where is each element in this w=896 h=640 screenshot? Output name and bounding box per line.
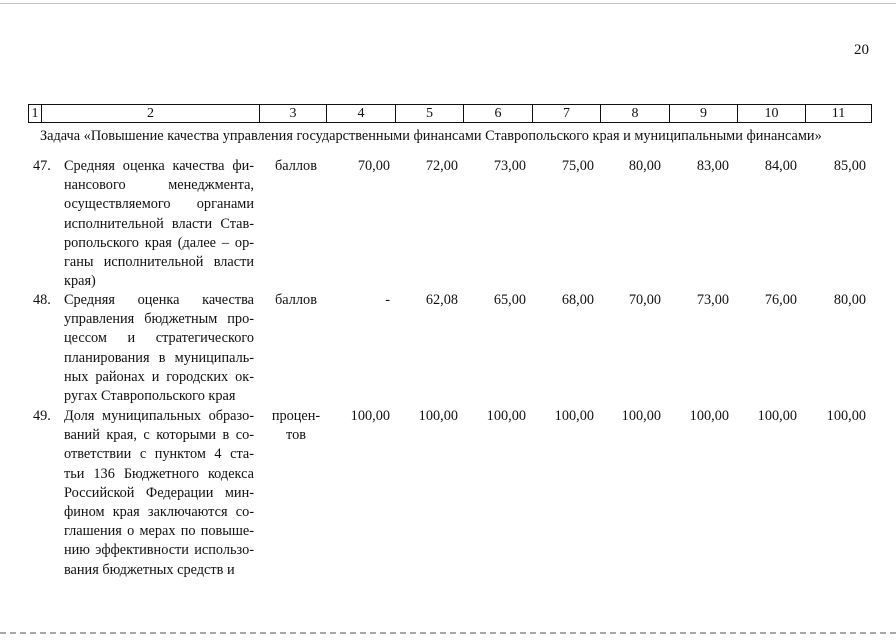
indicator-description xyxy=(64,157,254,291)
unit-of-measure xyxy=(264,407,328,445)
value-cell: 100,00 xyxy=(486,408,526,424)
row-number: 49. xyxy=(33,408,51,424)
description-line: Средняя оценка качества xyxy=(64,292,254,308)
row-number: 47. xyxy=(33,158,51,174)
description-line: тьи 136 Бюджетного кодекса xyxy=(64,465,254,482)
column-header-cell: 2 xyxy=(42,105,260,123)
value-cell: 75,00 xyxy=(561,158,594,174)
value-cell: 100,00 xyxy=(826,408,866,424)
value-cell: 76,00 xyxy=(764,292,797,308)
description-line: ругах Ставропольского края xyxy=(64,388,236,405)
column-number-header xyxy=(28,104,872,123)
value-cell: 73,00 xyxy=(493,158,526,174)
value-cell: 62,08 xyxy=(425,292,458,308)
description-line: фином края заключаются со- xyxy=(64,504,254,521)
description-line: ответствии с пунктом 4 ста- xyxy=(64,446,254,463)
value-cell: 85,00 xyxy=(833,158,866,174)
description-line: ганы исполнительной власти xyxy=(64,254,254,271)
column-header-cell: 6 xyxy=(464,105,533,123)
column-header-cell: 5 xyxy=(396,105,464,123)
description-line: осуществляемого органами xyxy=(64,196,254,213)
value-cell: 100,00 xyxy=(350,408,390,424)
description-line: Российской Федерации мин- xyxy=(64,484,254,501)
value-cell: 70,00 xyxy=(357,158,390,174)
scan-edge-bottom xyxy=(0,632,896,634)
column-header-cell: 3 xyxy=(260,105,327,123)
value-cell: 80,00 xyxy=(833,292,866,308)
unit-of-measure xyxy=(264,157,328,176)
unit-line: процен- xyxy=(271,408,321,424)
description-line: исполнительной власти Став- xyxy=(64,215,254,232)
scan-edge-top xyxy=(0,3,896,4)
value-cell: 100,00 xyxy=(757,408,797,424)
column-header-cell: 9 xyxy=(670,105,738,123)
description-line: края) xyxy=(64,273,96,290)
description-line: управления бюджетным про- xyxy=(64,311,254,328)
value-cell: 80,00 xyxy=(628,158,661,174)
value-cell: 100,00 xyxy=(689,408,729,424)
description-line: ных районах и городских ок- xyxy=(64,368,254,385)
value-cell: 100,00 xyxy=(418,408,458,424)
column-header-cell: 10 xyxy=(738,105,806,123)
value-cell: 84,00 xyxy=(764,158,797,174)
description-line: глашения о мерах по повыше- xyxy=(64,523,254,540)
description-line: Доля муниципальных образо- xyxy=(64,408,254,424)
value-cell: 100,00 xyxy=(621,408,661,424)
description-line: Средняя оценка качества фи- xyxy=(64,158,254,174)
column-header-cell: 7 xyxy=(533,105,601,123)
description-line: планирования в муниципаль- xyxy=(64,349,254,366)
page-number: 20 xyxy=(854,42,869,58)
value-cell: 100,00 xyxy=(554,408,594,424)
value-cell: 70,00 xyxy=(628,292,661,308)
description-line: ваний края, с которыми в со- xyxy=(64,427,254,444)
task-title: Задача «Повышение качества управления государственными финансами Ставропольского края и муниципальными финансами» xyxy=(40,128,822,144)
value-cell: 68,00 xyxy=(561,292,594,308)
description-line: ропольского края (далее – ор- xyxy=(64,234,254,251)
value-cell: 72,00 xyxy=(425,158,458,174)
description-line: нансового менеджмента, xyxy=(64,177,254,194)
value-cell: 65,00 xyxy=(493,292,526,308)
unit-line: баллов xyxy=(275,292,317,308)
column-header-cell: 8 xyxy=(601,105,670,123)
value-cell: 83,00 xyxy=(696,158,729,174)
column-header-cell: 4 xyxy=(327,105,396,123)
indicator-description xyxy=(64,291,254,406)
unit-of-measure xyxy=(264,291,328,310)
row-number: 48. xyxy=(33,292,51,308)
unit-line: тов xyxy=(286,427,306,444)
column-header-cell: 11 xyxy=(806,105,872,123)
column-header-cell: 1 xyxy=(29,105,42,123)
unit-line: баллов xyxy=(275,158,317,174)
value-cell: - xyxy=(385,292,390,308)
description-line: вания бюджетных средств и xyxy=(64,561,235,578)
description-line: нию эффективности использо- xyxy=(64,542,254,559)
value-cell: 73,00 xyxy=(696,292,729,308)
description-line: цессом и стратегического xyxy=(64,330,254,347)
indicator-description xyxy=(64,407,254,580)
